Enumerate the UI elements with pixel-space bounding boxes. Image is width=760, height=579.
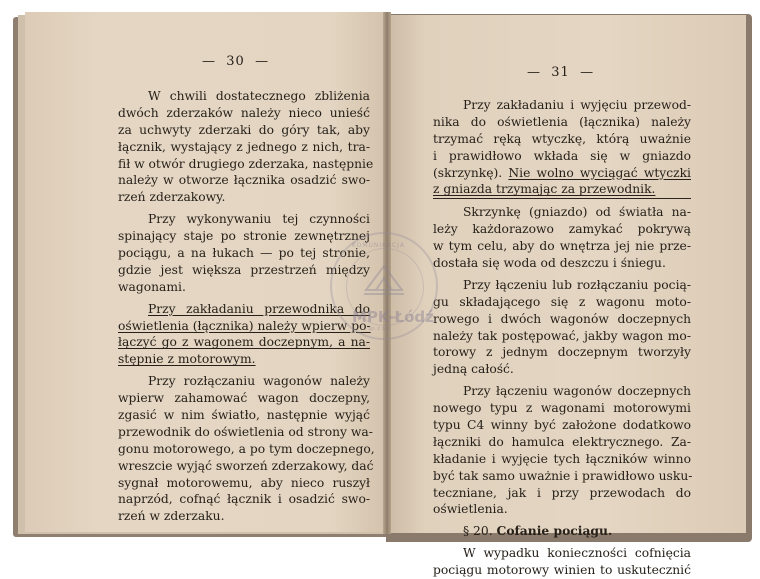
text-line: nowego typu z wagonami motorowymi: [433, 401, 691, 416]
text-line: rzeń zderzakowy.: [118, 190, 226, 205]
left-page: [25, 12, 385, 532]
text-line: rowego i dwóch wagonów doczepnych: [433, 311, 691, 326]
paragraph: [433, 383, 691, 518]
text-line: wagonami.: [118, 279, 186, 294]
text-line: (skrzynkę). Nie wolno wyciągać wtyczki: [433, 165, 691, 180]
page-number: — 30 —: [202, 54, 270, 69]
text-line: Przy łączeniu lub rozłączaniu pocią-: [463, 277, 691, 292]
paragraph: [118, 88, 374, 206]
text-line: rzeń w zderzaku.: [118, 509, 225, 524]
text-line: za uchwyty zderzaki do góry tak, aby: [118, 122, 370, 137]
text-line: łącznik, wystający z jednego z nich, tra-: [118, 139, 370, 154]
text-line: teczniane, jak i przy przewodach do: [433, 485, 691, 500]
text-line: typu C4 winny być założone dodatkowo: [433, 418, 691, 433]
text-line: łączyć go z wagonem doczepnym, a na-: [118, 335, 370, 350]
text-line: trzymać ręką wtyczkę, którą uważnie: [433, 131, 691, 146]
text-line: spinający staje po stronie zewnętrznej: [118, 229, 370, 244]
text-line: pociągu, a na łukach — po tej stronie,: [118, 246, 370, 261]
stamp-sub-text: Sp. z o.o.: [368, 326, 391, 332]
text-line: stępnie z motorowym.: [118, 352, 256, 367]
paragraph: [433, 97, 691, 199]
paragraph: [433, 204, 691, 272]
text-line: gdzie jest większa przestrzeń między: [118, 262, 370, 277]
page-number: — 31 —: [527, 65, 595, 80]
stamp-top-text: KOMUNIKACJA: [352, 242, 405, 249]
text-line: zgasić w nim światło, następnie wyjąć: [118, 408, 370, 423]
paragraph: [433, 523, 691, 540]
book-gutter: [383, 12, 391, 534]
text-line: sygnał motorowemu, aby nieco ruszył: [118, 475, 370, 490]
text-line: jedną całość.: [433, 362, 514, 377]
text-line: fił w otwór drugiego zderzaka, następnie: [118, 156, 374, 171]
text-line: gonu motorowego, a po tym doczepnego,: [118, 441, 375, 456]
right-page: [390, 15, 746, 578]
text-line: Skrzynkę (gniazdo) od światła na-: [463, 205, 691, 220]
paragraph: [118, 211, 370, 295]
paragraph: [433, 545, 691, 579]
paragraph: [433, 277, 691, 378]
text-line: gu składającego się z wagonu moto-: [433, 294, 691, 309]
text-line: W chwili dostatecznego zbliżenia: [148, 89, 370, 103]
text-line: oświetlenia.: [433, 502, 508, 517]
text-line: wpierw zahamować wagon doczepny,: [118, 391, 370, 406]
page-text: [118, 88, 375, 525]
text-line: pociągu motorowy winien to uskutecznić: [433, 563, 691, 578]
text-line: oświetlenia (łącznika) należy wpierw po-: [118, 318, 371, 333]
text-line: należy w otworze łącznika osadzić swo-: [118, 173, 370, 188]
text-line: nika do oświetlenia (łącznika) należy: [433, 114, 691, 129]
text-line: wreszcie wyjąć sworzeń zderzakowy, dać: [118, 458, 374, 473]
text-line: i prawidłowo wkłada się w gniazdo: [433, 148, 691, 163]
text-line: przewodnik do oświetlenia od strony wa-: [118, 424, 373, 439]
section-heading: § 20. Cofanie pociągu.: [463, 523, 613, 539]
text-line: w tym celu, aby do wnętrza jej nie prze-: [433, 239, 691, 254]
text-line: naprzód, cofnąć łącznik i osadzić swo-: [118, 492, 370, 507]
paragraph: [118, 373, 375, 525]
paragraph: [118, 301, 370, 369]
text-line: Przy rozłączaniu wagonów należy: [148, 374, 370, 389]
text-line: należy tak postępować, jakby wagon mo-: [433, 328, 691, 343]
page-text: [433, 97, 691, 579]
text-line: W wypadku konieczności cofnięcia: [463, 546, 691, 561]
text-line: dostała się woda od deszczu i śniegu.: [433, 256, 666, 271]
text-line: Przy zakładaniu i wyjęciu przewod-: [463, 98, 691, 112]
text-line: Przy łączeniu wagonów doczepnych: [463, 384, 691, 399]
stamp-main-text: MPK-Łódź: [352, 308, 434, 326]
text-line: leży każdorazowo zamykać pokrywą: [433, 222, 691, 237]
text-line: Przy zakładaniu przewodnika do: [148, 301, 370, 316]
text-line: łączniki do hamulca elektrycznego. Za-: [433, 434, 691, 449]
text-line: Przy wykonywaniu tej czynności: [148, 212, 370, 227]
text-line: torowy z jednym doczepnym tworzyły: [433, 345, 691, 360]
text-line: dwóch zderzaków należy nieco unieść: [118, 105, 370, 120]
text-line: z gniazda trzymając za przewodnik.: [433, 182, 656, 197]
text-line: kładanie i wyjęcie tych łączników winno: [433, 451, 691, 466]
text-line: być tak samo uważnie i prawidłowo usku-: [433, 468, 693, 483]
